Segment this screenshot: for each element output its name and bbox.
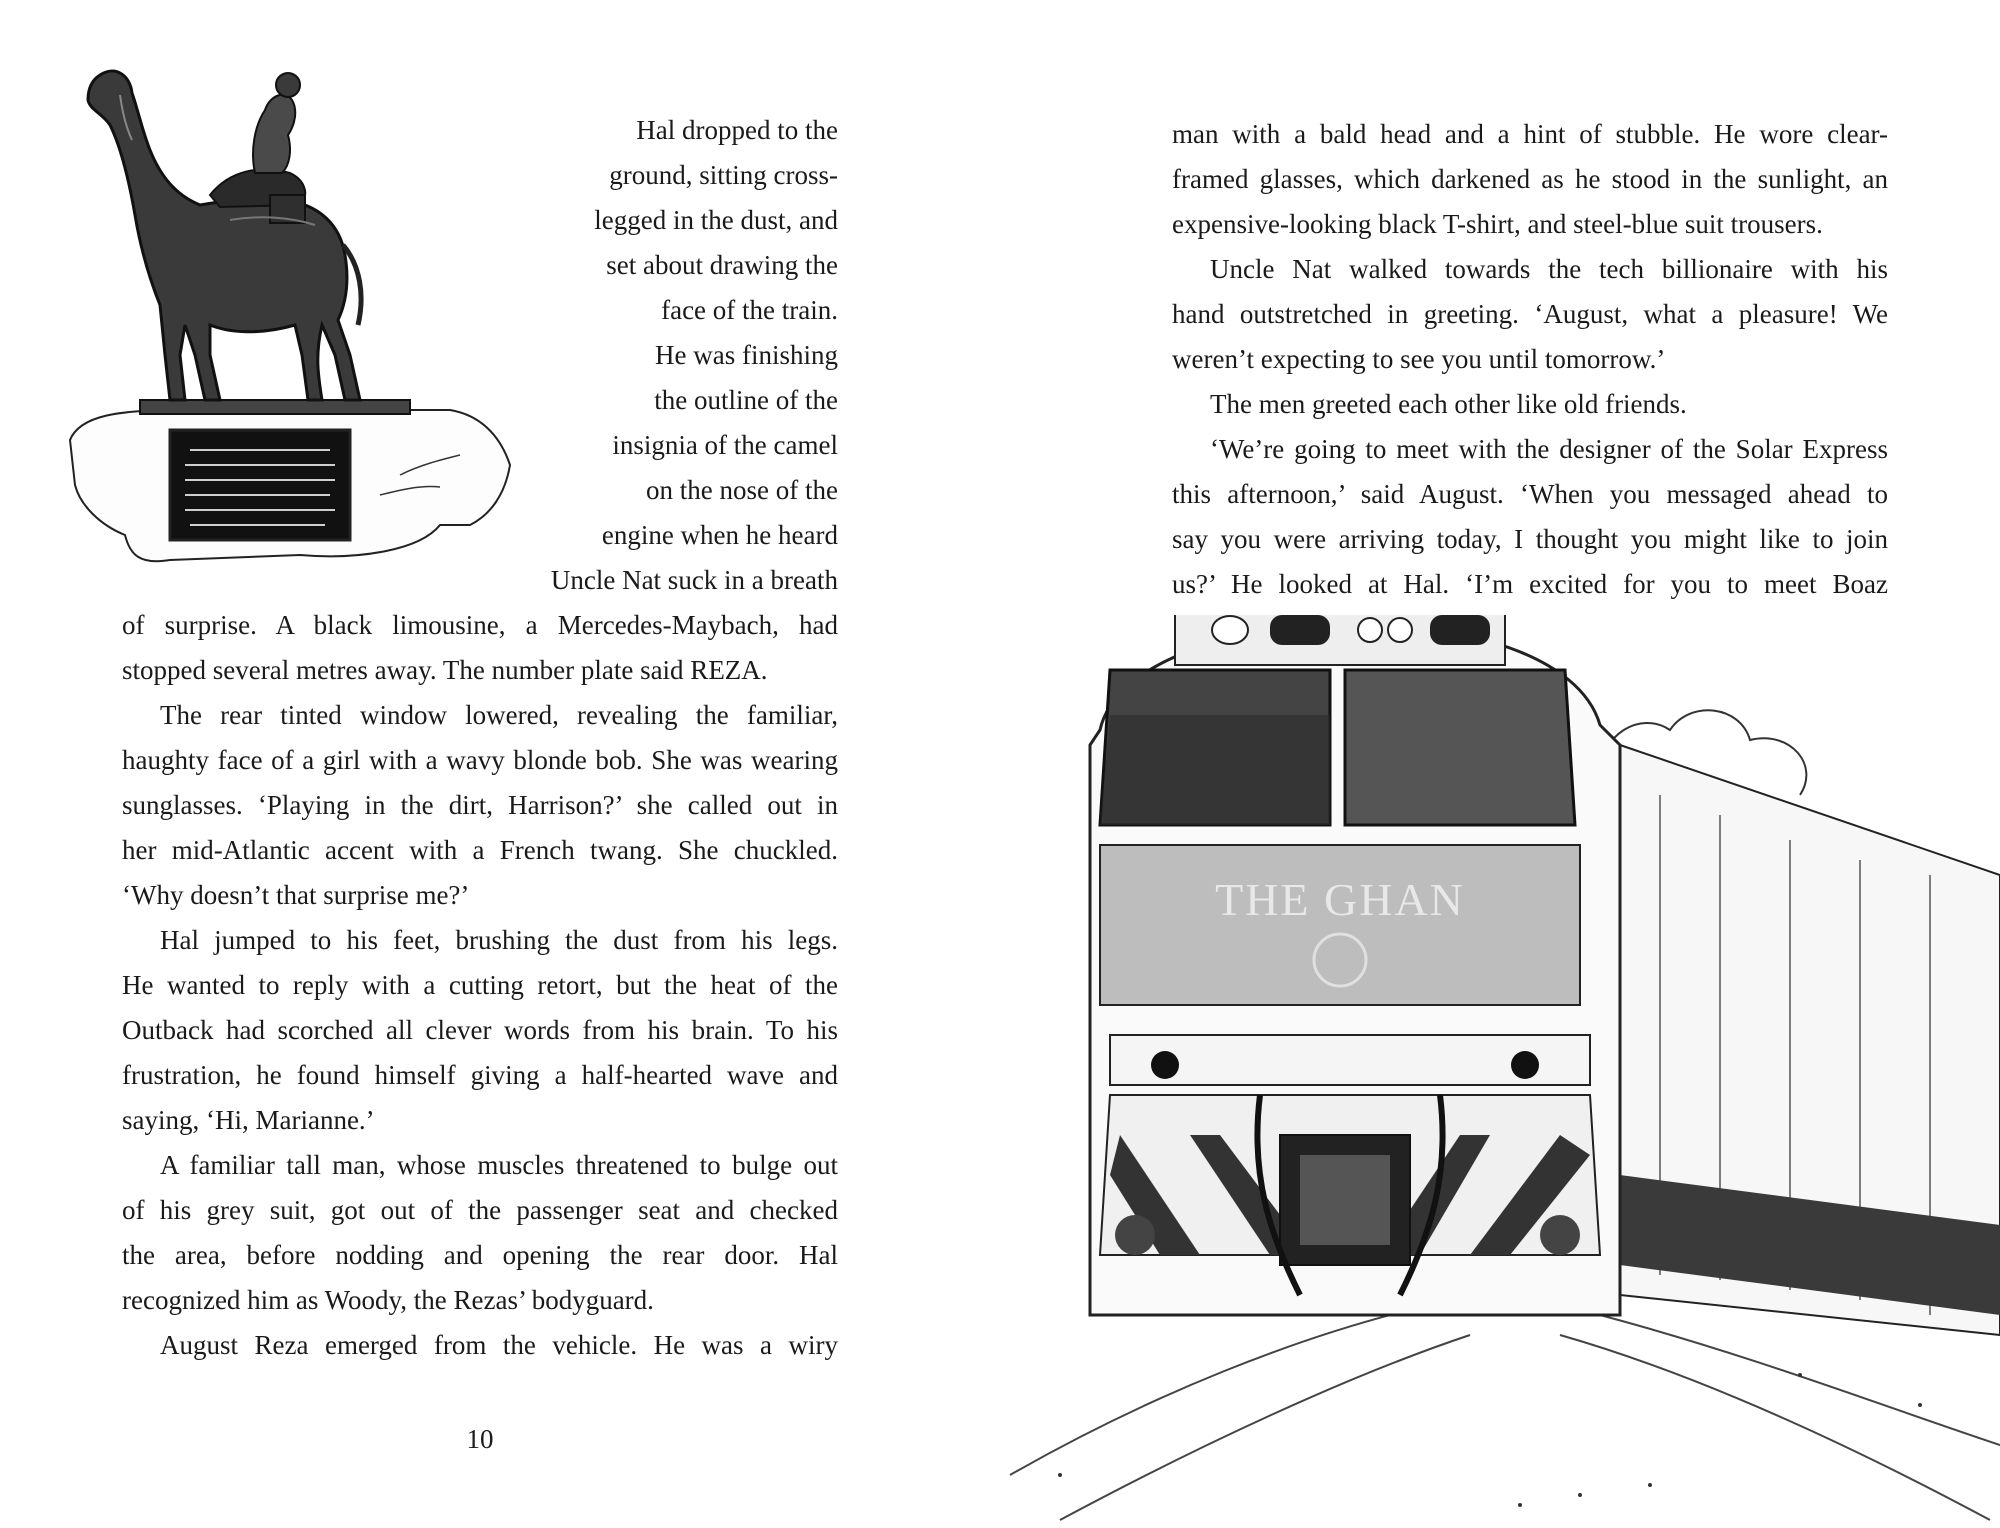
text-line: on the nose of the (646, 475, 838, 505)
text-line: us?’ He looked at Hal. ‘I’m excited for you to meet Boaz (1172, 569, 1888, 599)
text-line: ‘We’re going to meet with the designer of the Solar Express (1210, 434, 1888, 464)
text-line: A familiar tall man, whose muscles threatened to bulge out (160, 1150, 838, 1180)
text-line: sunglasses. ‘Playing in the dirt, Harrison?’ she called out in (122, 790, 838, 820)
text-line: face of the train. (661, 295, 838, 325)
text-line: of surprise. A black limousine, a Mercedes-Maybach, had (122, 610, 838, 640)
page-number: 10 (466, 1424, 494, 1454)
text-line: The men greeted each other like old friends. (1210, 389, 1687, 419)
text-line: frustration, he found himself giving a half-hearted wave and (122, 1060, 838, 1090)
text-line: expensive-looking black T-shirt, and steel-blue suit trousers. (1172, 209, 1823, 239)
text-line: recognized him as Woody, the Rezas’ bodyguard. (122, 1285, 654, 1315)
text-line: engine when he heard (601, 520, 838, 550)
text-line: haughty face of a girl with a wavy blonde bob. She was wearing (122, 745, 838, 775)
text-line: hand outstretched in greeting. ‘August, what a pleasure! We (1172, 299, 1888, 329)
text-line: Uncle Nat walked towards the tech billionaire with his (1210, 254, 1888, 284)
text-line: Uncle Nat suck in a breath (550, 565, 838, 595)
text-line: the area, before nodding and opening the rear door. Hal (122, 1240, 838, 1270)
text-line: ‘Why doesn’t that surprise me?’ (122, 880, 470, 910)
text-line: framed glasses, which darkened as he stood in the sunlight, an (1172, 164, 1888, 194)
text-line: her mid-Atlantic accent with a French twang. She chuckled. (122, 835, 838, 865)
text-line: Hal dropped to the (636, 115, 838, 145)
text-line: weren’t expecting to see you until tomorrow.’ (1172, 344, 1666, 374)
text-line: set about drawing the (606, 250, 838, 280)
text-line: legged in the dust, and (594, 205, 838, 235)
camel-statue-illustration (60, 55, 530, 575)
train-illustration (1000, 615, 2000, 1528)
text-line: say you were arriving today, I thought you might like to join (1172, 524, 1888, 554)
text-line: ground, sitting cross- (609, 160, 838, 190)
text-line: of his grey suit, got out of the passenger seat and checked (122, 1195, 838, 1225)
text-line: saying, ‘Hi, Marianne.’ (122, 1105, 375, 1135)
train-logo-text: THE GHAN (1215, 874, 1465, 925)
text-line: insignia of the camel (612, 430, 838, 460)
text-line: Outback had scorched all clever words from his brain. To his (122, 1015, 838, 1045)
text-line: the outline of the (654, 385, 838, 415)
text-line: Hal jumped to his feet, brushing the dust from his legs. (160, 925, 838, 955)
text-line: this afternoon,’ said August. ‘When you messaged ahead to (1172, 479, 1888, 509)
text-line: He was finishing (655, 340, 838, 370)
text-line: stopped several metres away. The number plate said REZA. (122, 655, 768, 685)
text-line: man with a bald head and a hint of stubble. He wore clear- (1172, 119, 1888, 149)
text-line: The rear tinted window lowered, revealing the familiar, (160, 700, 838, 730)
text-line: August Reza emerged from the vehicle. He was a wiry (160, 1330, 838, 1360)
text-line: He wanted to reply with a cutting retort, but the heat of the (122, 970, 838, 1000)
